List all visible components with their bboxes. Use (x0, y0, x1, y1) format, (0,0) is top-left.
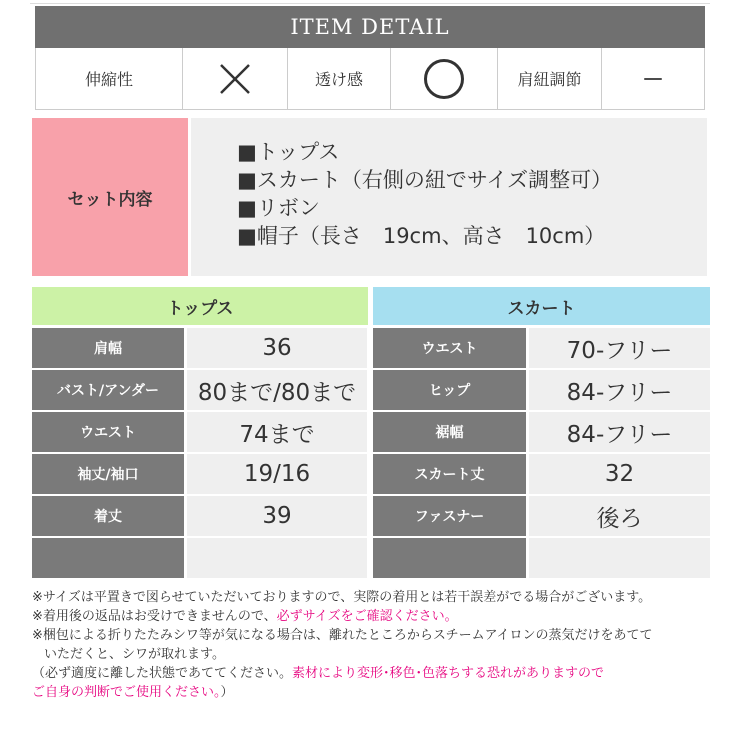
note-text: ※着用後の返品はお受けできませんので、 (32, 609, 277, 624)
tops-row-label: 着丈 (32, 496, 184, 536)
tops-row-value: 19/16 (187, 454, 367, 494)
skirt-row (373, 412, 710, 452)
stretch-label: 伸縮性 (84, 70, 133, 89)
item-detail-header: ITEM DETAIL (35, 6, 705, 48)
skirt-row-label: ウエスト (373, 328, 526, 368)
tops-row-label (32, 538, 184, 578)
tops-row (32, 328, 367, 368)
note-line (32, 683, 722, 702)
tops-row-label: バスト/アンダー (32, 370, 184, 410)
tops-row-value: 39 (187, 496, 367, 536)
tops-row (32, 496, 367, 536)
note-highlight: 必ずサイズをご確認ください。 (276, 609, 458, 624)
sheer-label-cell (288, 48, 391, 109)
sheer-label: 透け感 (314, 70, 363, 89)
sheer-value-cell (391, 48, 498, 109)
tops-row (32, 454, 367, 494)
strap-adjust-label: 肩紐調節 (517, 70, 582, 89)
tops-row-value: 36 (187, 328, 367, 368)
tops-row-label: 肩幅 (32, 328, 184, 368)
skirt-row (373, 370, 710, 410)
note-line (32, 664, 722, 683)
strap-value-cell (602, 48, 704, 109)
skirt-row (373, 328, 710, 368)
skirt-row (373, 454, 710, 494)
note-text: ） (220, 685, 234, 700)
skirt-row-value: 32 (529, 454, 710, 494)
note-highlight: ご自身の判断でご使用ください。 (32, 685, 221, 700)
note-line (32, 607, 722, 626)
note-line: いただくと、シワが取れます。 (44, 647, 225, 662)
skirt-row-label: 裾幅 (373, 412, 526, 452)
top-divider (30, 0, 710, 4)
note-text: （必ず適度に離した状態であててください。 (32, 666, 293, 681)
set-contents-label: セット内容 (32, 118, 188, 276)
tops-row-label: ウエスト (32, 412, 184, 452)
skirt-row-value (529, 538, 710, 578)
strap-label-cell (498, 48, 602, 109)
skirt-row-value: 後ろ (529, 496, 710, 536)
set-contents-list (191, 118, 707, 276)
circle-mark-icon (424, 59, 464, 99)
skirt-row-label: ヒップ (373, 370, 526, 410)
tops-table-header: トップス (32, 287, 368, 325)
cross-mark-icon (218, 62, 252, 96)
item-detail-row (35, 48, 705, 110)
tops-row (32, 412, 367, 452)
note-highlight: 素材により変形･移色･色落ちする恐れがありますので (292, 666, 605, 681)
set-item: ■リボン (237, 196, 320, 220)
skirt-row-label: ファスナー (373, 496, 526, 536)
skirt-row-label (373, 538, 526, 578)
skirt-row-value: 70-フリー (529, 328, 710, 368)
skirt-row-label: スカート丈 (373, 454, 526, 494)
notes (32, 588, 722, 702)
note-line: ※梱包による折りたたみシワ等が気になる場合は、離れたところからスチームアイロンの蒸気だけをあてて (32, 628, 653, 643)
skirt-row (373, 496, 710, 536)
set-item: ■スカート（右側の紐でサイズ調整可） (237, 168, 613, 192)
tops-row (32, 538, 367, 578)
skirt-row-value: 84-フリー (529, 370, 710, 410)
stretch-value-cell (183, 48, 288, 109)
set-item: ■トップス (237, 140, 340, 164)
tops-row-value: 74まで (187, 412, 367, 452)
tops-row (32, 370, 367, 410)
stretch-label-cell (36, 48, 183, 109)
strap-adjust-value: － (641, 68, 664, 93)
skirt-row-value: 84-フリー (529, 412, 710, 452)
skirt-table-header: スカート (373, 287, 710, 325)
tops-row-label: 袖丈/袖口 (32, 454, 184, 494)
skirt-row (373, 538, 710, 578)
tops-row-value: 80まで/80まで (187, 370, 367, 410)
tops-row-value (187, 538, 367, 578)
note-line: ※サイズは平置きで図らせていただいておりますので、実際の着用とは若干誤差がでる場合がございます。 (32, 590, 652, 605)
set-item: ■帽子（長さ 19cm、高さ 10cm） (237, 224, 606, 248)
